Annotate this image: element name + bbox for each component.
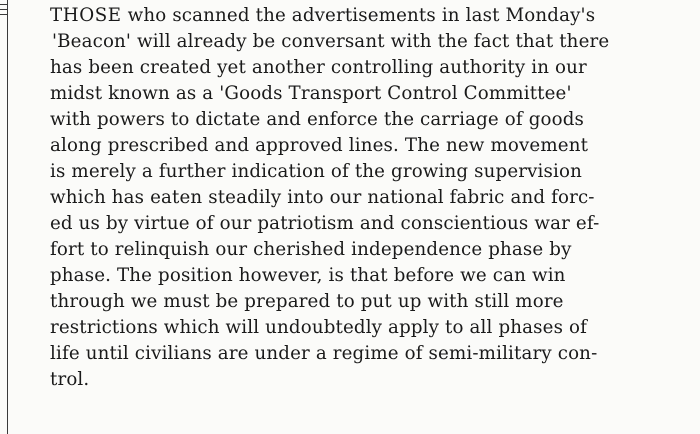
column-rule: [7, 0, 8, 434]
article-line: with powers to dictate and enforce the carriage of goods: [50, 109, 585, 130]
article-line: through we must be prepared to put up with still more: [50, 291, 564, 312]
article-line: is merely a further indication of the growing supervision: [50, 161, 582, 182]
article-line: which has eaten steadily into our national fabric and forc-: [50, 187, 595, 208]
column-rule-tick: [0, 14, 7, 15]
article-line: midst known as a 'Goods Transport Control Committee': [50, 83, 572, 104]
article-line-text: who scanned the advertisements in last Monday's: [121, 5, 596, 26]
article-line: life until civilians are under a regime of semi-military con-: [50, 343, 598, 364]
column-rule-tick: [0, 4, 7, 5]
article-line: 'Beacon' will already be conversant with the fact that there: [51, 31, 610, 52]
column-rule-tick: [0, 9, 7, 10]
lead-word: THOSE: [50, 5, 122, 26]
article-paragraph: [50, 3, 700, 393]
article-line: ed us by virtue of our patriotism and conscientious war ef-: [50, 213, 600, 234]
article-line: [50, 3, 690, 29]
article-line: trol.: [50, 369, 90, 390]
article-line: along prescribed and approved lines. The new movement: [50, 135, 589, 156]
article-line: restrictions which will undoubtedly apply to all phases of: [50, 317, 588, 338]
article-line: phase. The position however, is that before we can win: [50, 265, 566, 286]
article-line: has been created yet another controlling authority in our: [50, 57, 587, 78]
article-line: fort to relinquish our cherished independence phase by: [50, 239, 572, 260]
